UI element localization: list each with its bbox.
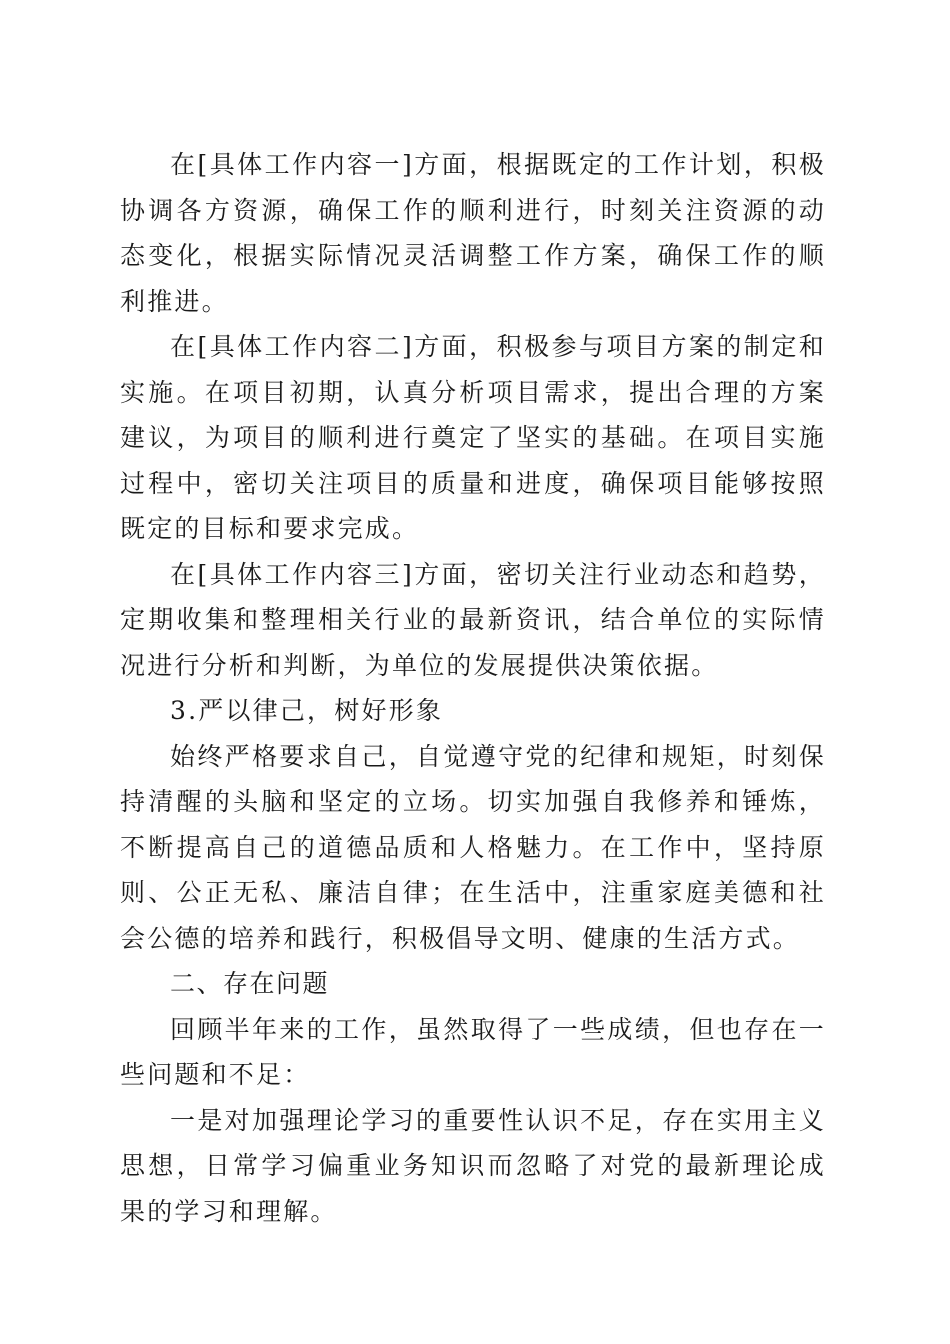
paragraph-problem-one: 一是对加强理论学习的重要性认识不足，存在实用主义思想，日常学习偏重业务知识而忽略了对党的最新理论成果的学习和理解。 [120,1105,826,1226]
paragraph-work-content-one: 在[具体工作内容一]方面，根据既定的工作计划，积极协调各方资源，确保工作的顺利进行，时刻关注资源的动态变化，根据实际情况灵活调整工作方案，确保工作的顺利推进。 [120,150,826,316]
section-heading-problems: 二、存在问题 [170,969,330,998]
paragraph-work-content-three: 在[具体工作内容三]方面，密切关注行业动态和趋势，定期收集和整理相关行业的最新资讯，结合单位的实际情况进行分析和判断，为单位的发展提供决策依据。 [120,559,826,680]
document-body [120,142,826,1234]
paragraph-work-content-two: 在[具体工作内容二]方面，积极参与项目方案的制定和实施。在项目初期，认真分析项目需求，提出合理的方案建议，为项目的顺利进行奠定了坚实的基础。在项目实施过程中，密切关注项目的质量和进度，确保项目能够按照既定的目标和要求完成。 [120,332,826,543]
paragraph-self-discipline: 始终严格要求自己，自觉遵守党的纪律和规矩，时刻保持清醒的头脑和坚定的立场。切实加强自我修养和锤炼，不断提高自己的道德品质和人格魅力。在工作中，坚持原则、公正无私、廉洁自律；在生活中，注重家庭美德和社会公德的培养和践行，积极倡导文明、健康的生活方式。 [120,741,826,953]
paragraph-problems-intro: 回顾半年来的工作，虽然取得了一些成绩，但也存在一些问题和不足： [120,1014,826,1089]
subheading-self-discipline: 3.严以律己，树好形象 [170,696,444,725]
